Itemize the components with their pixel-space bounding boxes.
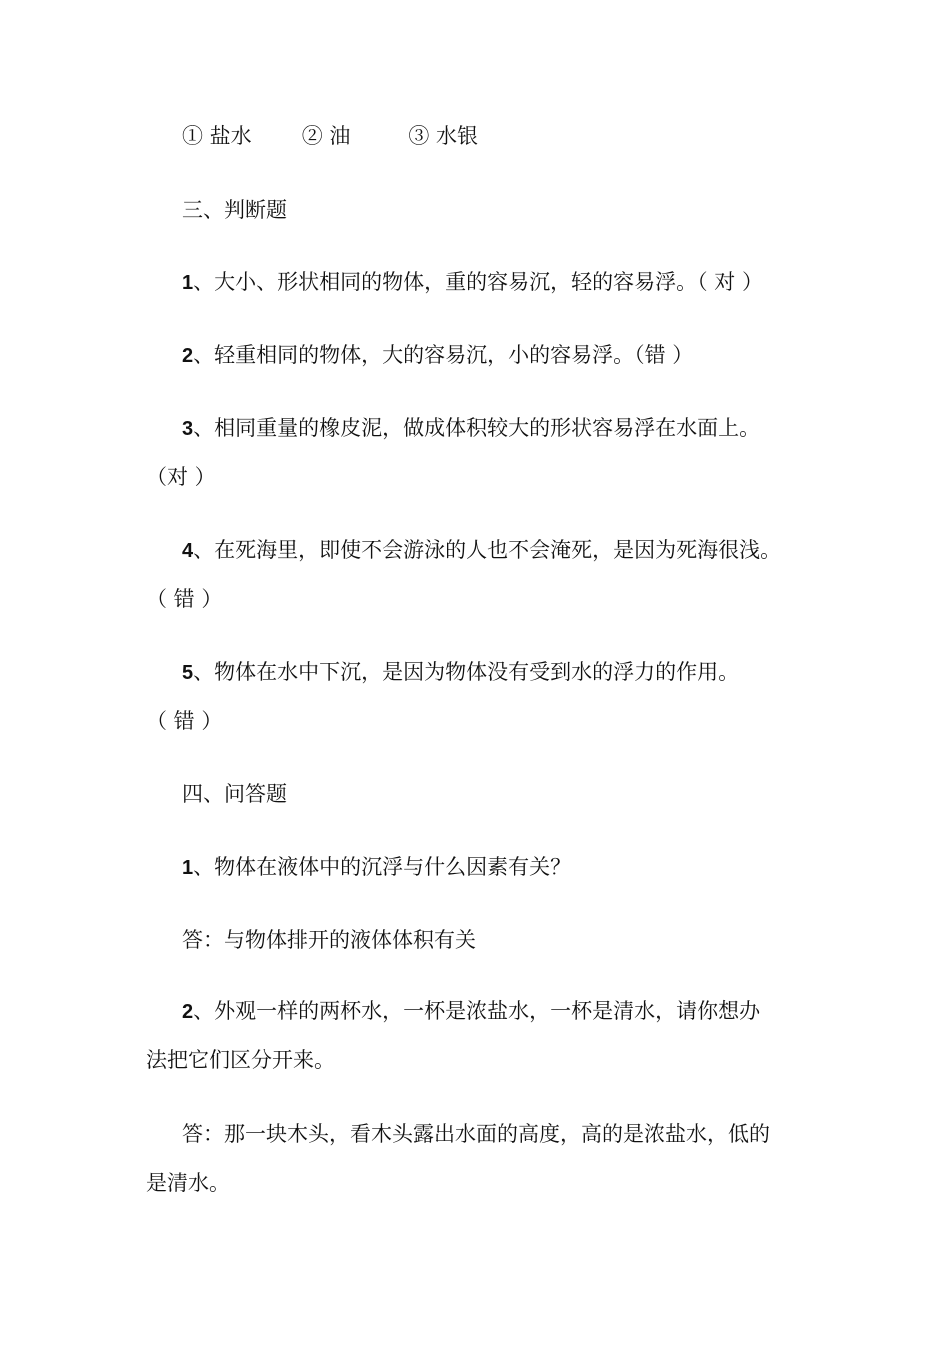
question-text: 、外观一样的两杯水，一杯是浓盐水，一杯是清水，请你想办 [193,999,761,1023]
item-number: 3 [182,418,194,440]
item-number: 1 [182,272,194,294]
judgment-item-5 [182,658,739,687]
judgment-item-2 [182,341,693,370]
option-salt-water: ① 盐水 [182,124,252,148]
judgment-item-3 [182,414,760,443]
answer-1: 答：与物体排开的液体体积有关 [182,928,476,952]
judgment-item-3-answer: （对 ） [146,465,216,489]
option-mercury: ③ 水银 [408,124,479,148]
option-oil: ② 油 [301,124,351,148]
item-text: 、在死海里，即使不会游泳的人也不会淹死，是因为死海很浅。 [193,538,782,562]
judgment-item-5-answer: （ 错 ） [146,709,223,733]
question-number: 1 [182,857,194,879]
section-4-heading: 四、问答题 [182,782,287,806]
item-text: 、轻重相同的物体，大的容易沉，小的容易浮。（错 ） [193,343,694,367]
item-number: 4 [182,540,194,562]
question-number: 2 [182,1001,194,1023]
item-text: 、相同重量的橡皮泥，做成体积较大的形状容易浮在水面上。 [193,416,761,440]
question-text: 、物体在液体中的沉浮与什么因素有关？ [193,855,572,879]
item-text: 、物体在水中下沉，是因为物体没有受到水的浮力的作用。 [193,660,740,684]
judgment-item-1 [182,268,763,297]
judgment-item-4 [182,536,781,565]
question-1 [182,853,571,882]
section-3-heading: 三、判断题 [182,198,287,222]
answer-2-continuation: 是清水。 [146,1171,230,1195]
answer-2: 答：那一块木头，看木头露出水面的高度，高的是浓盐水，低的 [182,1122,770,1146]
question-2 [182,997,760,1026]
item-text: 、大小、形状相同的物体，重的容易沉，轻的容易浮。（ 对 ） [193,270,763,294]
judgment-item-4-answer: （ 错 ） [146,587,223,611]
question-2-continuation: 法把它们区分开来。 [146,1048,335,1072]
item-number: 2 [182,345,194,367]
item-number: 5 [182,662,194,684]
options-line [182,122,478,150]
